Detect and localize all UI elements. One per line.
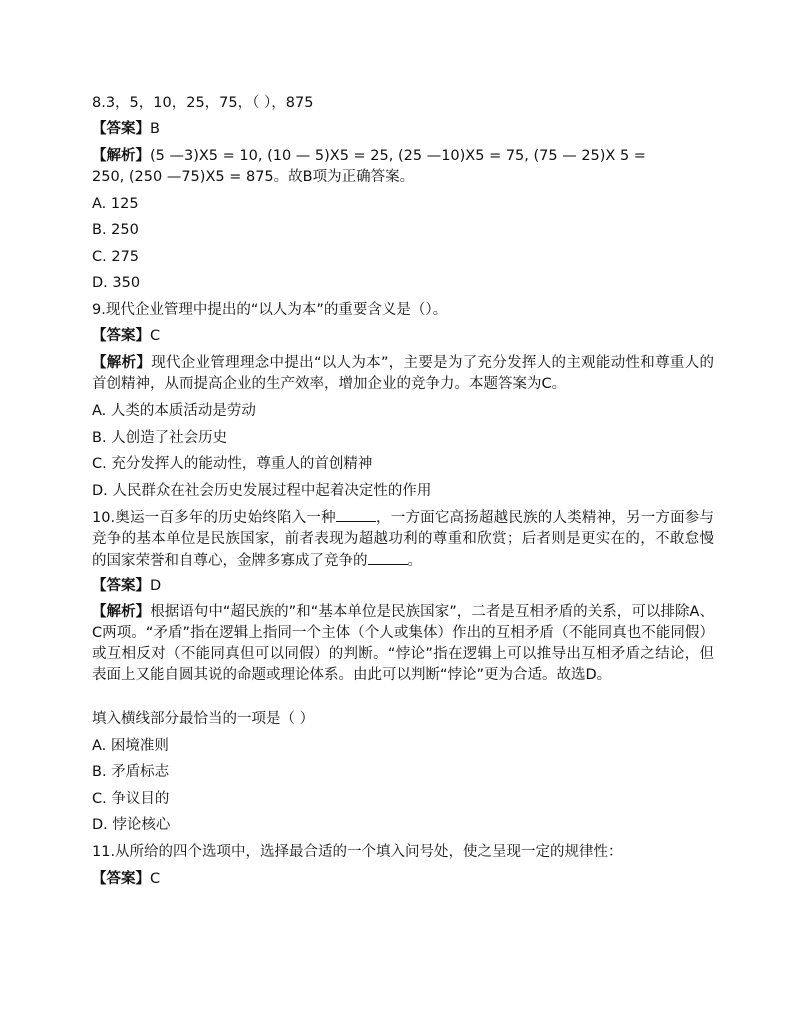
q10-question: 填入横线部分最恰当的一项是（ ）	[92, 711, 315, 727]
q10-answer	[92, 576, 712, 597]
q9-answer	[92, 326, 712, 347]
q10-option-a: A. 困境准则	[92, 738, 169, 754]
q10-option-d: D. 悖论核心	[92, 817, 171, 833]
q8-option-c: C. 275	[92, 249, 140, 265]
answer-tag: 【答案】	[92, 871, 150, 887]
q10-option-c: C. 争议目的	[92, 791, 170, 807]
answer-value: D	[150, 578, 162, 594]
fill-blank	[336, 507, 376, 522]
q8-stem: 8.3，5，10，25，75，（ ），875	[92, 95, 314, 111]
answer-value: C	[150, 871, 161, 887]
q9-option-d: D. 人民群众在社会历史发展过程中起着决定性的作用	[92, 483, 432, 499]
q9-analysis	[92, 353, 714, 395]
q9-stem: 9.现代企业管理中提出的“以人为本”的重要含义是（）。	[92, 302, 448, 318]
fill-blank	[368, 550, 408, 565]
analysis-tag: 【解析】	[92, 148, 150, 164]
answer-tag: 【答案】	[92, 578, 150, 594]
analysis-text: 现代企业管理理念中提出“以人为本”，主要是为了充分发挥人的主观能动性和尊重人的首创精神，从而提高企业的生产效率，增加企业的竞争力。本题答案为C。	[92, 355, 714, 392]
q11-stem: 11.从所给的四个选项中，选择最合适的一个填入问号处，使之呈现一定的规律性：	[92, 844, 623, 860]
answer-value: C	[150, 328, 161, 344]
q8-analysis-line-1	[92, 146, 712, 167]
q9-option-b: B. 人创造了社会历史	[92, 430, 228, 446]
q8-option-d: D. 350	[92, 275, 141, 291]
analysis-text: 根据语句中“超民族的”和“基本单位是民族国家”，二者是互相矛盾的关系，可以排除A、C两项。“矛盾”指在逻辑上指同一个主体（个人或集体）作出的互相矛盾（不能同真也不能同假）或互相反对（不能同真但可以同假）的判断。“悖论”指在逻辑上可以推导出互相矛盾之结论，但表面上又能自圆其说的命题或理论体系。由此可以判断“悖论”更为合适。故选D。	[92, 604, 714, 683]
q10-stem-part-3: 。	[407, 553, 422, 569]
q9-option-a: A. 人类的本质活动是劳动	[92, 403, 256, 419]
q10-stem	[92, 507, 714, 572]
q10-option-b: B. 矛盾标志	[92, 764, 170, 780]
q8-analysis-line-2: 250, (250 —75)X5 = 875。故B项为正确答案。	[92, 169, 415, 185]
q8-option-a: A. 125	[92, 196, 139, 212]
q10-stem-part-1: 10.奥运一百多年的历史始终陷入一种	[92, 510, 336, 526]
analysis-tag: 【解析】	[92, 604, 151, 620]
answer-tag: 【答案】	[92, 121, 150, 137]
q11-answer	[92, 869, 712, 890]
q10-stem-part-2: ，一方面它高扬超越民族的人类精神，另一方面参与竞争的基本单位是民族国家，前者表现为超越功利的尊重和欣赏；后者则是更实在的，不敢怠慢的国家荣誉和自尊心，金牌多寡成了竞争的	[92, 510, 715, 569]
q8-option-b: B. 250	[92, 222, 139, 238]
q8-answer	[92, 119, 712, 140]
answer-value: B	[150, 121, 160, 137]
q10-analysis	[92, 602, 714, 686]
q9-option-c: C. 充分发挥人的能动性，尊重人的首创精神	[92, 456, 373, 472]
analysis-tag: 【解析】	[92, 355, 152, 371]
analysis-text: (5 —3)X5 = 10, (10 — 5)X5 = 25, (25 —10)X5 = 75, (75 — 25)X 5 =	[150, 148, 646, 164]
answer-tag: 【答案】	[92, 328, 150, 344]
